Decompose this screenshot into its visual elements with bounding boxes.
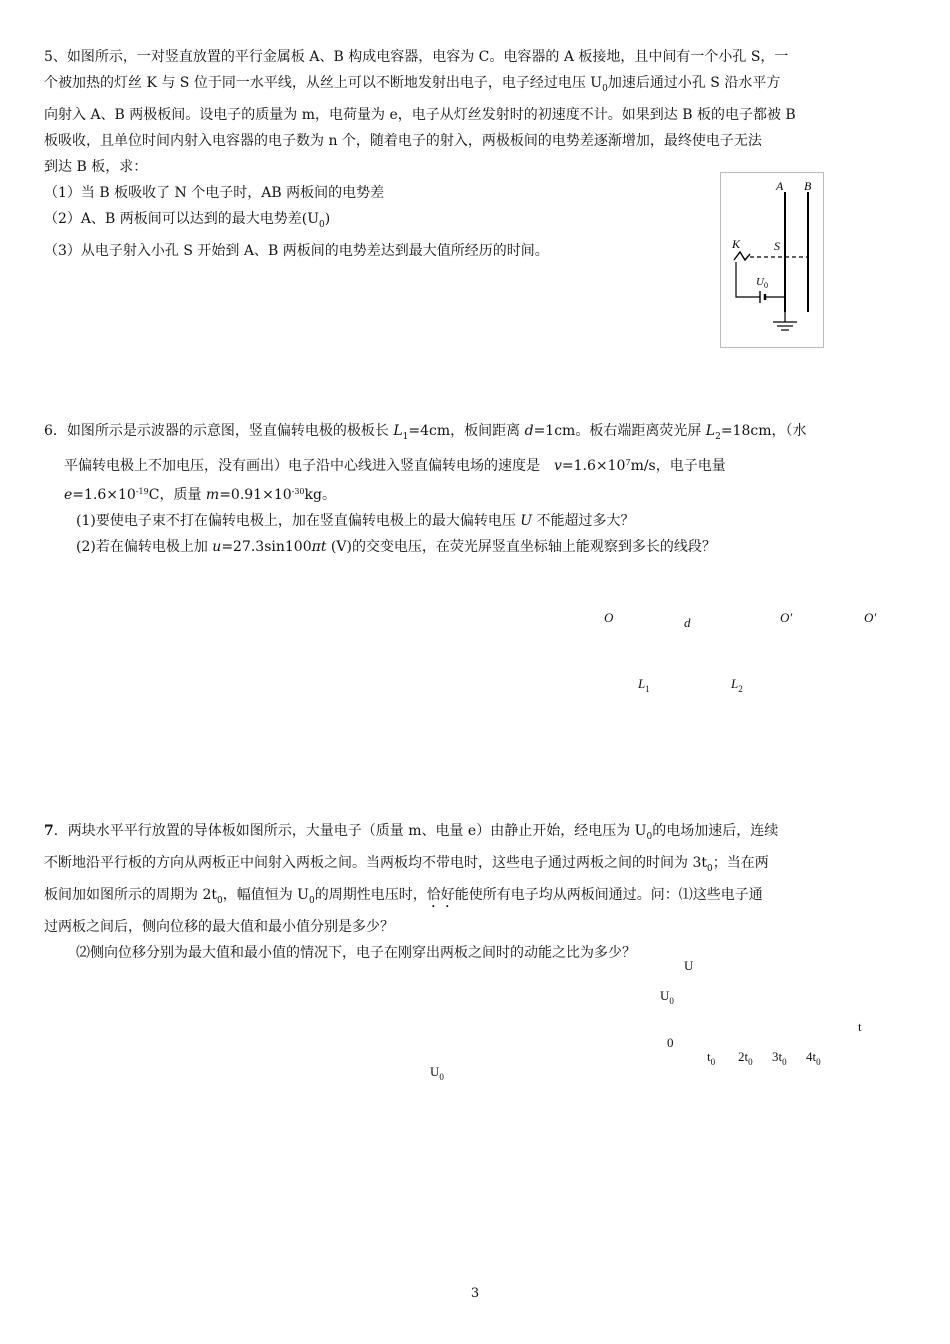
q6-subquestion-2: (2)若在偏转电极上加 u=27.3sin100πt (V)的交变电压，在荧光屏竖直坐标轴上能观察到多长的线段？ <box>76 539 716 555</box>
fig7-label-zero: 0 <box>667 1035 674 1050</box>
fig6-label-o-prime-1: O′ <box>780 610 793 625</box>
plate-b-label: B <box>804 179 812 193</box>
question-7 <box>44 818 910 966</box>
question-6 <box>44 418 910 560</box>
q6-line-2: 平偏转电极上不加电压，没有画出）电子沿中心线进入竖直偏转电场的速度是 $v=1.6\times 10^7m/s$，电子电量 <box>64 458 726 474</box>
fig6-label-d: d <box>684 615 691 630</box>
q5-line-3: 向射入 A、B 两极板间。设电子的质量为 m，电荷量为 e，电子从灯丝发射时的初速度不计。如果到达 B 板的电子都被 B <box>44 107 796 123</box>
q7-line-2: 不断地沿平行板的方向从两板正中间射入两板之间。当两板均不带电时，这些电子通过两板之间的时间为 $3t_0$；当在两 <box>44 855 769 874</box>
q5-line-4: 板吸收，且单位时间内射入电容器的电子数为 n 个，随着电子的射入，两极板间的电势差逐渐增加，最终使电子无法 <box>44 133 762 149</box>
fig6-label-o-prime-2: O′ <box>864 610 877 625</box>
voltage-u0-label: $U_0$ <box>756 276 768 290</box>
filament-k-label: K <box>732 237 741 251</box>
q7-line-4: 过两板之间后，侧向位移的最大值和最小值分别是多少？ <box>44 919 394 935</box>
q5-subquestion-3: （3）从电子射入小孔 S 开始到 A、B 两板间的电势差达到最大值所经历的时间。 <box>44 243 549 259</box>
q6-subquestion-1: (1)要使电子束不打在偏转电极上，加在竖直偏转电极上的最大偏转电压 U 不能超过多大？ <box>76 513 635 529</box>
q6-line-1: 6．如图所示是示波器的示意图，竖直偏转电极的极板长 $L_1=4cm$，板间距离 d=1cm。板右端距离荧光屏 $L_2=18cm$，（水 <box>44 423 807 442</box>
fig7-label-u0: $U_0$ <box>660 988 674 1006</box>
fig7-label-u: U <box>684 958 694 973</box>
q7-subquestion-2: ⑵侧向位移分别为最大值和最小值的情况下，电子在刚穿出两板之间时的动能之比为多少？ <box>76 945 636 961</box>
q7-line-3: 板间加如图所示的周期为 $2t_0$，幅值恒为 $U_0$的周期性电压时，恰好能使所有电子均从两板间通过。问：⑴这些电子通 <box>44 887 763 906</box>
q5-line-1: 5、如图所示，一对竖直放置的平行金属板 A、B 构成电容器，电容为 C。电容器的 A 板接地，且中间有一个小孔 S，一 <box>44 49 789 65</box>
capacitor-figure <box>720 172 824 348</box>
q5-line-2: 个被加热的灯丝 K 与 S 位于同一水平线，从丝上可以不断地发射出电子，电子经过电压 $U_0$加速后通过小孔 S 沿水平方 <box>44 75 781 94</box>
q5-subquestion-1: （1）当 B 板吸收了 N 个电子时，AB 两板间的电势差 <box>44 185 385 201</box>
fig7-label-3t0: $3t_0$ <box>772 1049 787 1067</box>
fig7-label-t: t <box>858 1019 862 1034</box>
fig7-label-2t0: $2t_0$ <box>738 1049 753 1067</box>
fig7-label-4t0: $4t_0$ <box>806 1049 821 1067</box>
q7-line-1: 7．两块水平平行放置的导体板如图所示，大量电子（质量 m、电量 e）由静止开始，经电压为 $U_0$的电场加速后，连续 <box>44 823 779 842</box>
q5-line-5: 到达 B 板，求： <box>44 159 148 175</box>
hole-s-label: S <box>774 239 780 253</box>
fig6-label-o: O <box>604 610 614 625</box>
fig6-label-l2: $L_2$ <box>731 676 743 694</box>
page-number: 3 <box>470 1286 480 1301</box>
fig7-label-t0: $t_0$ <box>707 1049 716 1067</box>
fig7-label-u0-left: $U_0$ <box>430 1064 444 1082</box>
q5-subquestion-2: （2）A、B 两板间可以达到的最大电势差$(U_0)$ <box>44 211 331 230</box>
q6-line-3: $e=1.6\times 10^{-19}C$，质量 $m=0.91\times 10^{-30}kg$。 <box>64 487 336 503</box>
plate-a-label: A <box>776 179 784 193</box>
fig6-label-l1: $L_1$ <box>638 676 650 694</box>
